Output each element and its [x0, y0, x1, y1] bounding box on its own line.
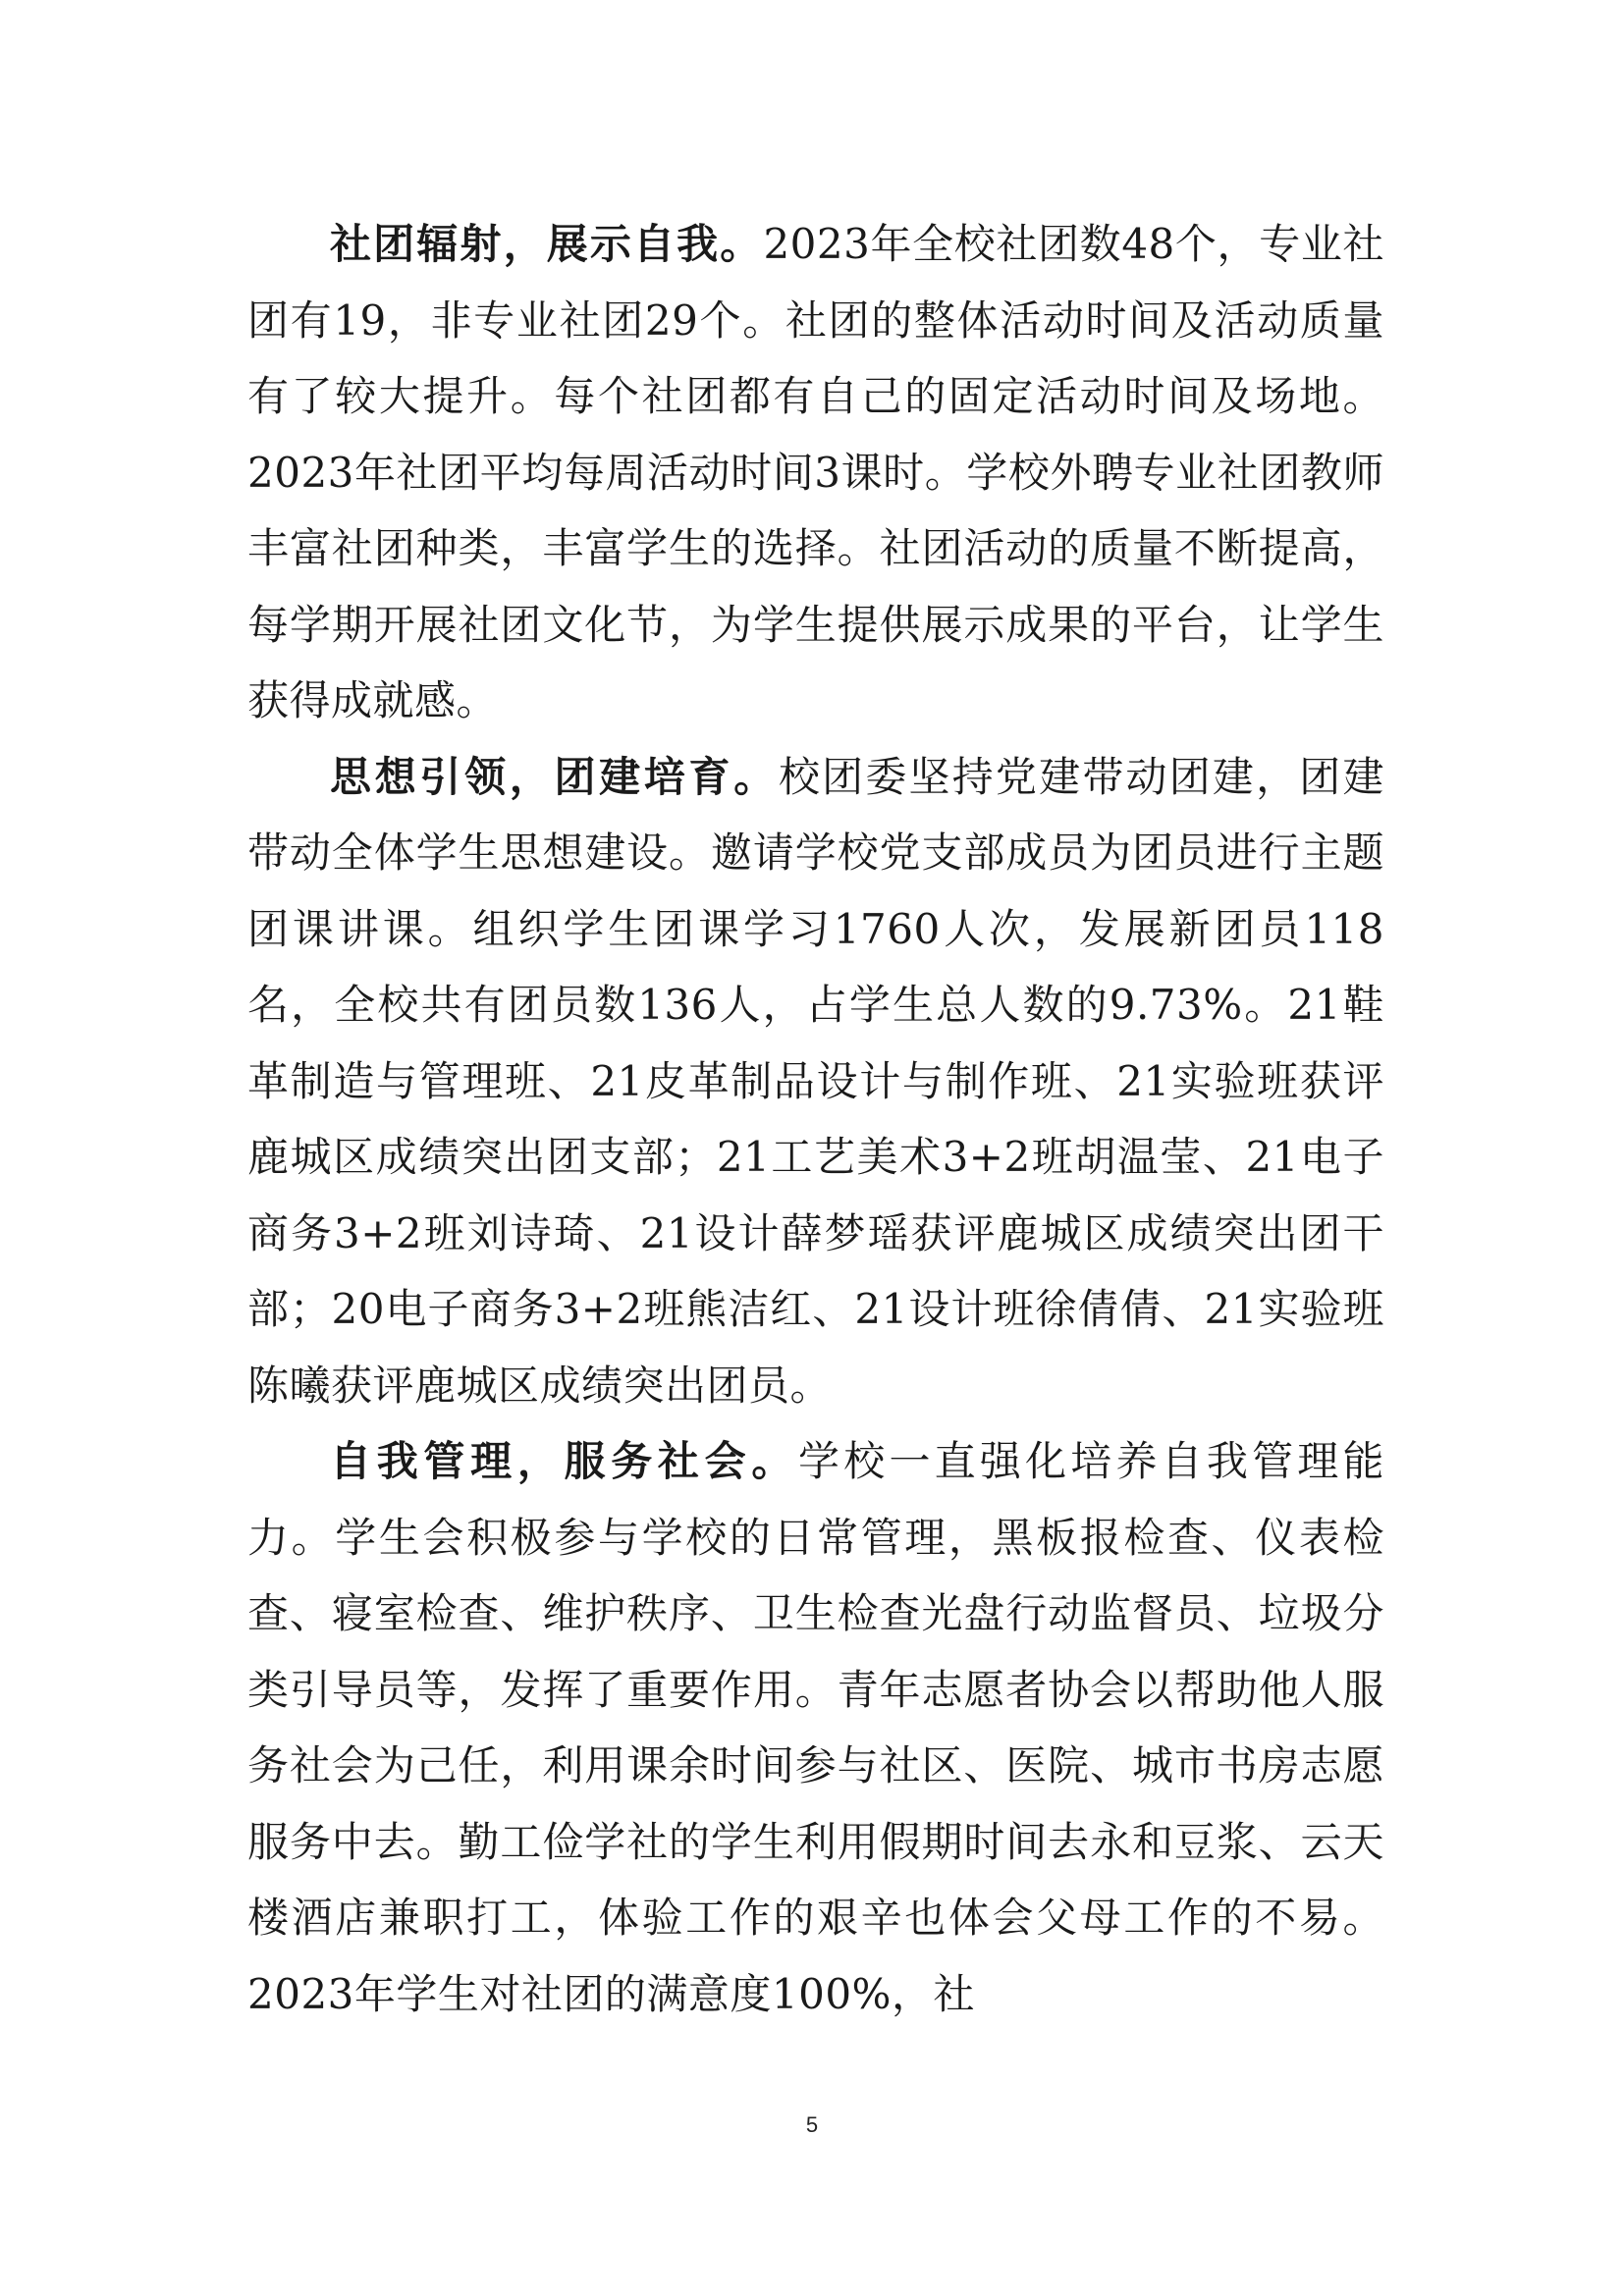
paragraph-heading-clubs: 社团辐射，展示自我。	[330, 220, 764, 268]
paragraph-self-management	[247, 1423, 1384, 2032]
paragraph-clubs	[247, 206, 1384, 739]
paragraph-league	[247, 739, 1384, 1424]
paragraph-text-self-management: 学校一直强化培养自我管理能力。学生会积极参与学校的日常管理，黑板报检查、仪表检查、寝室检查、维护秩序、卫生检查光盘行动监督员、垃圾分类引导员等，发挥了重要作用。青年志愿者协会以帮助他人服务社会为己任，利用课余时间参与社区、医院、城市书房志愿服务中去。勤工俭学社的学生利用假期时间去永和豆浆、云天楼酒店兼职打工，体验工作的艰辛也体会父母工作的不易。2023年学生对社团的满意度100%，社	[247, 1437, 1384, 2018]
body-text	[247, 206, 1384, 2032]
paragraph-text-clubs: 2023年全校社团数48个，专业社团有19，非专业社团29个。社团的整体活动时间及活动质量有了较大提升。每个社团都有自己的固定活动时间及场地。2023年社团平均每周活动时间3课时。学校外聘专业社团教师丰富社团种类，丰富学生的选择。社团活动的质量不断提高，每学期开展社团文化节，为学生提供展示成果的平台，让学生获得成就感。	[247, 220, 1384, 724]
paragraph-heading-league: 思想引领，团建培育。	[330, 752, 779, 801]
paragraph-heading-self-management: 自我管理，服务社会。	[330, 1437, 799, 1485]
page-number: 5	[805, 2112, 819, 2137]
paragraph-text-league: 校团委坚持党建带动团建，团建带动全体学生思想建设。邀请学校党支部成员为团员进行主题团课讲课。组织学生团课学习1760人次，发展新团员118名，全校共有团员数136人，占学生总人数的9.73%。21鞋革制造与管理班、21皮革制品设计与制作班、21实验班获评鹿城区成绩突出团支部；21工艺美术3+2班胡温莹、21电子商务3+2班刘诗琦、21设计薛梦瑶获评鹿城区成绩突出团干部；20电子商务3+2班熊洁红、21设计班徐倩倩、21实验班陈曦获评鹿城区成绩突出团员。	[247, 752, 1384, 1410]
